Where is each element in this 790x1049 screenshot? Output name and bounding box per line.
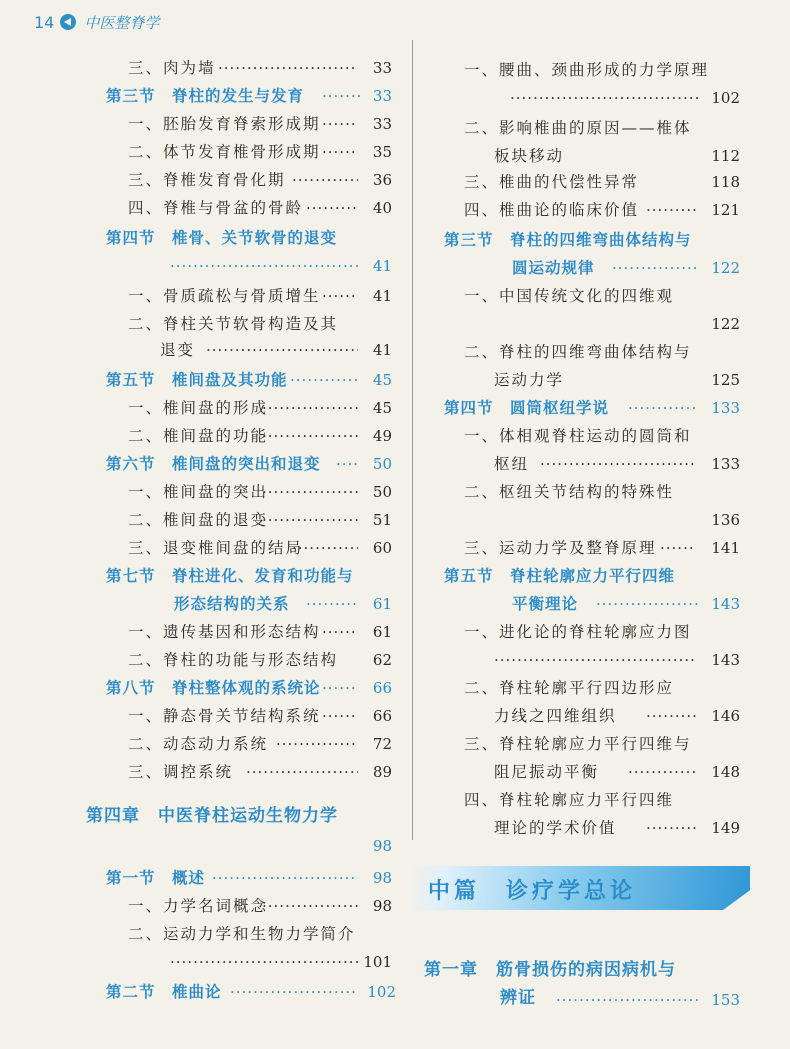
toc-item[interactable]: 三、椎曲的代偿性异常	[464, 173, 640, 191]
toc-page-number: 98	[372, 837, 392, 855]
toc-page-number: 33	[372, 59, 392, 77]
toc-page-number: 33	[372, 87, 392, 105]
toc-item[interactable]: 一、腰曲、颈曲形成的力学原理	[464, 61, 710, 79]
toc-item[interactable]: 二、动态动力系统	[128, 735, 269, 753]
toc-section[interactable]: 第五节 脊柱轮廓应力平行四维	[444, 566, 676, 585]
toc-page-number: 33	[372, 115, 392, 133]
toc-page-number: 35	[372, 143, 392, 161]
leader-dots	[306, 594, 358, 614]
leader-dots	[170, 256, 360, 276]
toc-section-continued: 圆运动规律	[512, 258, 595, 277]
leader-dots	[262, 398, 358, 418]
toc-chapter-continued: 辨证	[500, 988, 536, 1008]
toc-page-number: 102	[711, 89, 740, 107]
toc-item-continued: 阻尼振动平衡	[494, 763, 600, 781]
toc-item[interactable]: 二、枢纽关节结构的特殊性	[464, 483, 675, 501]
part-banner-title[interactable]: 中篇 诊疗学总论	[428, 878, 637, 904]
toc-item[interactable]: 二、脊柱关节软骨构造及其	[128, 315, 339, 333]
toc-chapter[interactable]: 第四章 中医脊柱运动生物力学	[86, 806, 338, 826]
arrow-left-icon	[60, 14, 76, 30]
toc-item[interactable]: 一、椎间盘的突出	[128, 483, 269, 501]
leader-dots	[540, 454, 696, 474]
toc-page-number: 45	[372, 371, 392, 389]
toc-page-number: 66	[372, 707, 392, 725]
leader-dots	[218, 58, 358, 78]
toc-item[interactable]: 四、脊柱轮廓应力平行四维	[464, 791, 675, 809]
leader-dots	[628, 762, 696, 782]
toc-item[interactable]: 三、脊椎发育骨化期	[128, 171, 286, 189]
leader-dots	[596, 594, 698, 614]
toc-item[interactable]: 四、脊椎与骨盆的骨龄	[128, 199, 304, 217]
toc-page-number: 36	[372, 171, 392, 189]
toc-item[interactable]: 二、脊柱的四维弯曲体结构与	[464, 343, 692, 361]
toc-page-number: 148	[711, 763, 740, 781]
toc-item[interactable]: 三、运动力学及整脊原理	[464, 539, 657, 557]
leader-dots	[212, 868, 358, 888]
toc-chapter[interactable]: 第一章 筋骨损伤的病因病机与	[424, 960, 676, 980]
toc-item[interactable]: 三、调控系统	[128, 763, 234, 781]
toc-section-continued: 形态结构的关系	[174, 594, 290, 613]
leader-dots	[612, 258, 698, 278]
toc-item[interactable]: 一、体相观脊柱运动的圆筒和	[464, 427, 692, 445]
toc-item[interactable]: 二、脊柱的功能与形态结构	[128, 651, 339, 669]
toc-section[interactable]: 第三节 脊柱的发生与发育	[106, 86, 305, 105]
toc-page-number: 101	[363, 953, 392, 971]
toc-item-continued: 力线之四维组织	[494, 707, 617, 725]
toc-page-number: 143	[711, 651, 740, 669]
toc-page-number: 61	[372, 595, 392, 613]
toc-page-number: 60	[372, 539, 392, 557]
toc-item-continued: 枢纽	[494, 455, 530, 473]
toc-item[interactable]: 三、退变椎间盘的结局	[128, 539, 304, 557]
leader-dots	[290, 370, 360, 390]
toc-page-number: 51	[372, 511, 392, 529]
toc-page-number: 149	[711, 819, 740, 837]
toc-section[interactable]: 第一节 概述	[106, 868, 206, 887]
toc-item[interactable]: 三、脊柱轮廓应力平行四维与	[464, 735, 692, 753]
toc-page-number: 112	[711, 147, 740, 165]
toc-page-number: 102	[367, 983, 396, 1001]
leader-dots	[170, 952, 358, 972]
toc-page-number: 98	[372, 869, 392, 887]
toc-page-number: 66	[372, 679, 392, 697]
leader-dots	[628, 398, 698, 418]
toc-page-number: 41	[372, 341, 392, 359]
toc-page-number: 141	[711, 539, 740, 557]
toc-page-number: 41	[372, 287, 392, 305]
leader-dots	[660, 538, 696, 558]
toc-section-continued: 平衡理论	[512, 594, 579, 613]
leader-dots	[262, 426, 358, 446]
toc-page-number: 136	[711, 511, 740, 529]
toc-section[interactable]: 第三节 脊柱的四维弯曲体结构与	[444, 230, 692, 249]
toc-section[interactable]: 第八节 脊柱整体观的系统论	[106, 678, 321, 697]
toc-page-number: 121	[711, 201, 740, 219]
toc-item-continued: 板块移动	[494, 147, 565, 165]
toc-item[interactable]: 一、遗传基因和形态结构	[128, 623, 321, 641]
toc-item[interactable]: 四、椎曲论的临床价值	[464, 201, 640, 219]
leader-dots	[292, 170, 358, 190]
toc-item-continued: 退变	[160, 341, 196, 359]
toc-section[interactable]: 第五节 椎间盘及其功能	[106, 370, 288, 389]
column-divider	[412, 40, 413, 840]
leader-dots	[246, 762, 358, 782]
toc-page-number: 62	[372, 651, 392, 669]
leader-dots	[494, 650, 696, 670]
toc-page-number: 50	[372, 455, 392, 473]
toc-page-number: 146	[711, 707, 740, 725]
toc-page-number: 122	[711, 315, 740, 333]
page-header	[34, 8, 159, 36]
toc-item[interactable]: 二、体节发育椎骨形成期	[128, 143, 321, 161]
toc-item[interactable]: 一、骨质疏松与骨质增生	[128, 287, 321, 305]
page-number: 14	[34, 12, 55, 32]
toc-page-number: 133	[711, 399, 740, 417]
toc-item-continued: 理论的学术价值	[494, 819, 617, 837]
toc-item[interactable]: 一、椎间盘的形成	[128, 399, 269, 417]
toc-item[interactable]: 三、肉为墙	[128, 59, 216, 77]
toc-section[interactable]: 第二节 椎曲论	[106, 982, 222, 1001]
toc-page-number: 133	[711, 455, 740, 473]
leader-dots	[262, 482, 358, 502]
toc-item[interactable]: 一、进化论的脊柱轮廓应力图	[464, 623, 692, 641]
toc-section[interactable]: 第四节 椎骨、关节软骨的退变	[106, 228, 338, 247]
toc-item[interactable]: 二、椎间盘的功能	[128, 427, 269, 445]
leader-dots	[230, 982, 358, 1002]
toc-page-number: 122	[711, 259, 740, 277]
toc-section[interactable]: 第四节 圆筒枢纽学说	[444, 398, 610, 417]
leader-dots	[306, 198, 358, 218]
toc-section[interactable]: 第七节 脊柱进化、发育和功能与	[106, 566, 354, 585]
toc-item[interactable]: 一、静态骨关节结构系统	[128, 707, 321, 725]
toc-page-number: 40	[372, 199, 392, 217]
toc-item[interactable]: 二、影响椎曲的原因——椎体	[464, 119, 692, 137]
leader-dots	[646, 200, 696, 220]
toc-page-number: 72	[372, 735, 392, 753]
book-title: 中医整脊学	[84, 13, 160, 32]
toc-item-continued: 运动力学	[494, 371, 565, 389]
toc-item[interactable]: 二、运动力学和生物力学简介	[128, 925, 356, 943]
toc-page-number: 49	[372, 427, 392, 445]
leader-dots	[646, 818, 696, 838]
leader-dots	[276, 734, 358, 754]
leader-dots	[262, 896, 358, 916]
leader-dots	[556, 990, 698, 1010]
toc-page-number: 89	[372, 763, 392, 781]
toc-item[interactable]: 一、中国传统文化的四维观	[464, 287, 675, 305]
toc-page-number: 153	[711, 991, 740, 1009]
toc-page-number: 50	[372, 483, 392, 501]
toc-item[interactable]: 二、椎间盘的退变	[128, 511, 269, 529]
toc-item[interactable]: 一、力学名词概念	[128, 897, 269, 915]
toc-page-number: 45	[372, 399, 392, 417]
toc-item[interactable]: 一、胚胎发育脊索形成期	[128, 115, 321, 133]
leader-dots	[262, 510, 358, 530]
toc-page-number: 41	[372, 257, 392, 275]
leader-dots	[510, 88, 700, 108]
leader-dots	[646, 706, 696, 726]
toc-page-number: 118	[711, 173, 740, 191]
leader-dots	[292, 538, 358, 558]
leader-dots	[206, 340, 358, 360]
toc-page-number: 61	[372, 623, 392, 641]
toc-page-number: 143	[711, 595, 740, 613]
toc-item[interactable]: 二、脊柱轮廓平行四边形应	[464, 679, 675, 697]
toc-page-number: 125	[711, 371, 740, 389]
toc-section[interactable]: 第六节 椎间盘的突出和退变	[106, 454, 321, 473]
toc-page-number: 98	[372, 897, 392, 915]
